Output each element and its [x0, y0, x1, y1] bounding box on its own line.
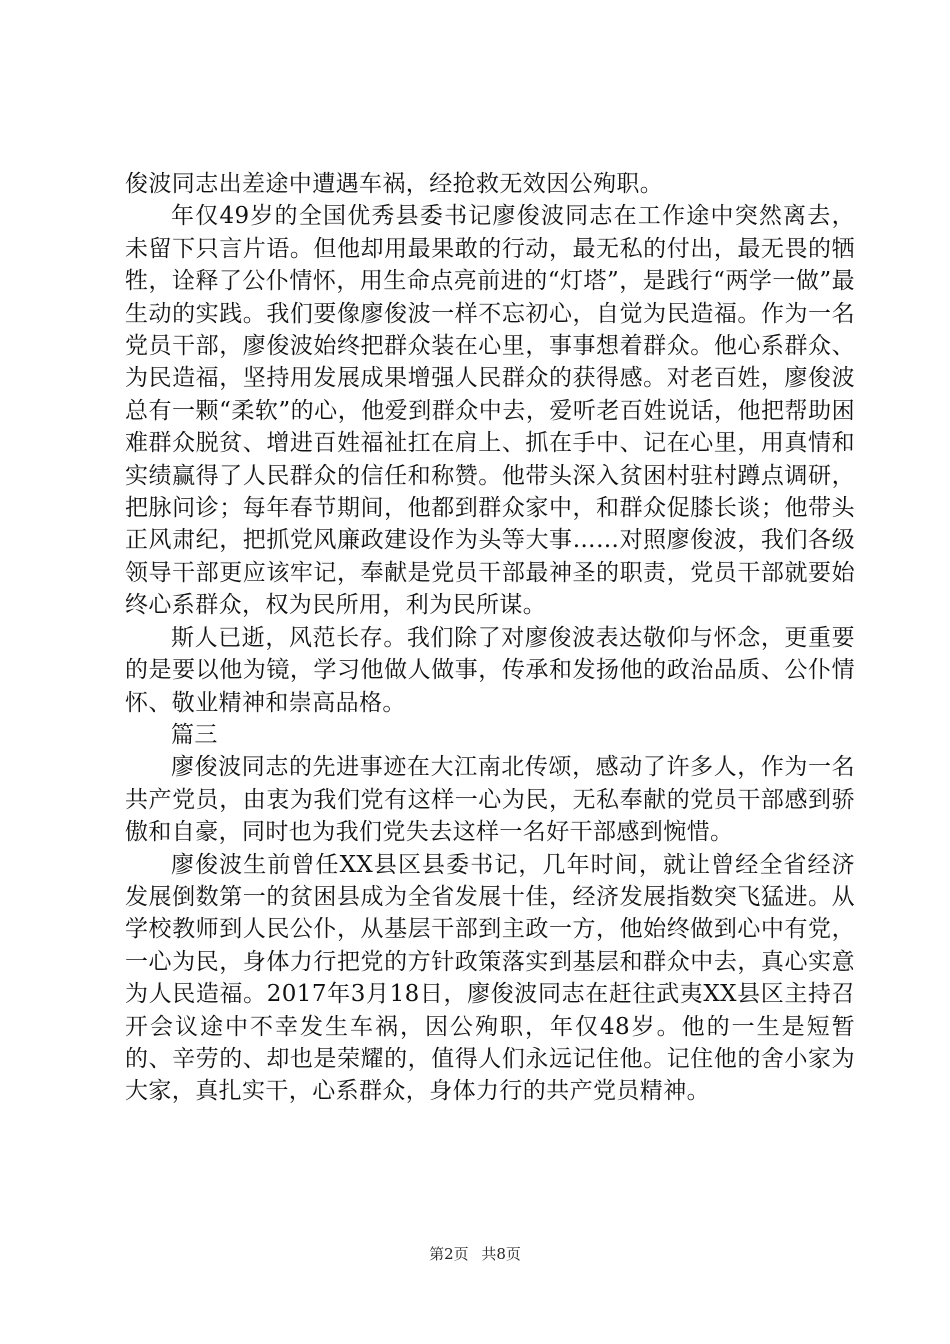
- page-number: 第2页: [429, 1245, 469, 1263]
- paragraph: 斯人已逝，风范长存。我们除了对廖俊波表达敬仰与怀念，更重要的是要以他为镜，学习他做人做事，传承和发扬他的政治品质、公仆情怀、敬业精神和崇高品格。: [125, 624, 855, 716]
- section-heading: 篇三: [171, 721, 218, 748]
- paragraph: 年仅49岁的全国优秀县委书记廖俊波同志在工作途中突然离去，未留下只言片语。但他却用最果敢的行动，最无私的付出，最无畏的牺牲，诠释了公仆情怀，用生命点亮前进的“灯塔”，是践行“两学一做”最生动的实践。我们要像廖俊波一样不忘初心，自觉为民造福。作为一名党员干部，廖俊波始终把群众装在心里，事事想着群众。他心系群众、为民造福，坚持用发展成果增强人民群众的获得感。对老百姓，廖俊波总有一颗“柔软”的心，他爱到群众中去，爱听老百姓说话，他把帮助困难群众脱贫、增进百姓福祉扛在肩上、抓在手中、记在心里，用真情和实绩赢得了人民群众的信任和称赞。他带头深入贫困村驻村蹲点调研，把脉问诊；每年春节期间，他都到群众家中，和群众促膝长谈；他带头正风肃纪，把抓党风廉政建设作为头等大事……对照廖俊波，我们各级领导干部更应该牢记，奉献是党员干部最神圣的职责，党员干部就要始终心系群众，权为民所用，利为民所谋。: [125, 203, 855, 619]
- paragraph: 廖俊波同志的先进事迹在大江南北传颂，感动了许多人，作为一名共产党员，由衷为我们党有这样一心为民，无私奉献的党员干部感到骄傲和自豪，同时也为我们党失去这样一名好干部感到惋惜。: [125, 754, 855, 846]
- paragraph: 俊波同志出差途中遭遇车祸，经抢救无效因公殉职。: [125, 171, 664, 197]
- document-body: [125, 168, 855, 1108]
- paragraph: 廖俊波生前曾任XX县区县委书记，几年时间，就让曾经全省经济发展倒数第一的贫困县成为全省发展十佳，经济发展指数突飞猛进。从学校教师到人民公仆，从基层干部到主政一方，他始终做到心中有党，一心为民，身体力行把党的方针政策落实到基层和群众中去，真心实意为人民造福。2017年3月18日，廖俊波同志在赶往武夷XX县区主持召开会议途中不幸发生车祸，因公殉职，年仅48岁。他的一生是短暂的、辛劳的、却也是荣耀的，值得人们永远记住他。记住他的舍小家为大家，真扎实干，心系群众，身体力行的共产党员精神。: [125, 851, 855, 1105]
- page-footer: [0, 1244, 950, 1264]
- page-total: 共8页: [481, 1245, 521, 1263]
